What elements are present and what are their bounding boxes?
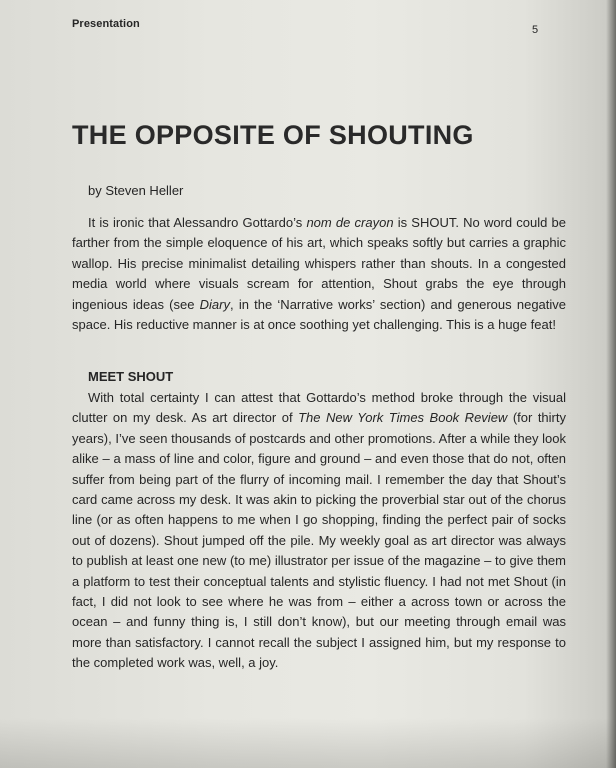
article-title: THE OPPOSITE OF SHOUTING [72,120,474,150]
intro-text-end: , in the ‘Narrative works’ section) and generous negative space. His reductive manner is at once soothing yet challenging. This is a huge feat! [72,296,567,333]
byline: by Steven Heller [88,183,184,198]
intro-text-middle: is SHOUT. No word could be farther from the simple eloquence of his art, which speaks softly but carries a graphic wallop. His precise minimalist detailing whispers rather than shouts. In a congested media world where visuals scream for attention, Shout grabs the eye through ingenious ideas (see [72,215,566,312]
intro-paragraph [72,213,566,335]
page-bottom-shadow [0,718,616,768]
subheading: MEET SHOUT [88,369,174,384]
section-label: Presentation [72,18,140,30]
italic-publication: The New York Times Book Review [298,410,508,426]
body-text-start: With total certainty I can attest that Gottardo’s method broke through the visual clutter on my desk. As art director of [72,390,566,426]
body-text-end: (for thirty years), I’ve seen thousands of postcards and other promotions. After a while they look alike – a mass of line and color, figure and ground – and even those that do not, often suffer from being part of the flurry of incoming mail. I remember the day that Shout’s card came across my desk. It was akin to picking the proverbial star out of the chorus line (or as often happens to me when I go shopping, finding the perfect pair of socks out of dozens). Shout jumped off the pile. My weekly goal as art director was always to publish at least one new (to me) illustrator per issue of the magazine – to give them a platform to test their conceptual talents and stylistic fluency. I had not met Shout (in fact, I did not look to see where he was from – either a across town or across the ocean – and funny thing is, I still don’t know), but our meeting through email was more than satisfactory. I cannot recall the subject I assigned him, but my response to the completed work was, well, a joy. [72,410,566,671]
page-edge-shadow [606,0,616,768]
body-paragraph [72,388,566,674]
intro-text-start: It is ironic that Alessandro Gottardo’s [88,215,307,230]
italic-diary: Diary [199,296,230,312]
italic-term: nom de crayon [306,215,394,230]
page-number: 5 [532,24,539,36]
